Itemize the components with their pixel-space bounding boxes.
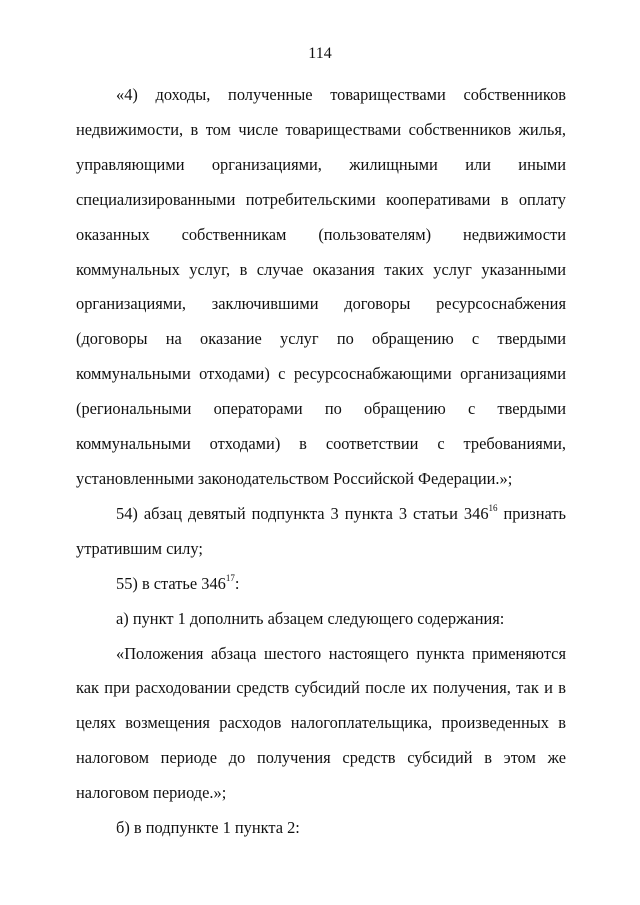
paragraph-item-55 — [76, 567, 566, 602]
paragraph-item-54-text-end: признать утратившим силу; — [76, 503, 566, 558]
superscript-16: 16 — [488, 503, 498, 514]
paragraph-subitem-a: а) пункт 1 дополнить абзацем следующего содержания: — [116, 608, 505, 628]
document-body — [76, 78, 566, 846]
paragraph-item-55-text: 55) в статье 346 — [116, 573, 226, 593]
superscript-17: 17 — [225, 573, 235, 584]
paragraph-item-54-text: 54) абзац девятый подпункта 3 пункта 3 статьи 346 — [116, 503, 489, 523]
paragraph-item-54 — [76, 497, 566, 567]
paragraph-income-clause: «4) доходы, полученные товариществами собственников недвижимости, в том числе товариществами собственников жилья, управляющими организациями, жилищными или иными специализированными потребительскими кооперативами в оплату оказанных собственникам (пользователям) недвижимости коммунальных услуг, в случае оказания таких услуг указанными организациями, заключившими договоры ресурсоснабжения (договоры на оказание услуг по обращению с твердыми коммунальными отходами) с ресурсоснабжающими организациями (региональными операторами по обращению с твердыми коммунальными отходами) в соответствии с требованиями, установленными законодательством Российской Федерации.»; — [76, 85, 566, 488]
paragraph-subsidies-clause: «Положения абзаца шестого настоящего пункта применяются как при расходовании средств субсидий после их получения, так и в целях возмещения расходов налогоплательщика, произведенных в налоговом периоде до получения средств субсидий в этом же налоговом периоде.»; — [76, 643, 566, 803]
page-number: 114 — [308, 45, 332, 62]
paragraph-item-55-text-end: : — [234, 573, 240, 593]
paragraph-subitem-b: б) в подпункте 1 пункта 2: — [116, 818, 300, 838]
